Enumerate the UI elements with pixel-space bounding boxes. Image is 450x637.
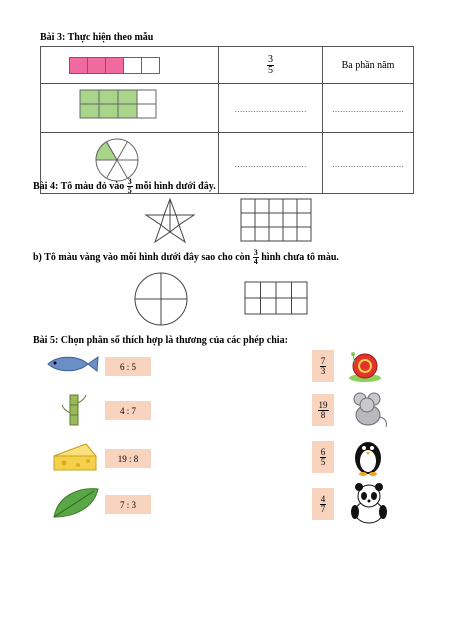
- division-pill-4[interactable]: 7 : 3: [105, 495, 151, 514]
- cell-model-fraction: [219, 47, 323, 84]
- answer-words-2[interactable]: ………………………: [323, 84, 414, 133]
- bai3-table: [40, 46, 414, 194]
- mouse-icon: [350, 391, 390, 429]
- bamboo-icon: [61, 393, 87, 427]
- answer-fraction-3[interactable]: ………………………: [219, 133, 323, 194]
- bai4-title: Bài 4: Tô màu đỏ vào $\frac{3}{5}$ mỗi hình dưới đây.: [33, 177, 216, 195]
- answer-words-3[interactable]: ………………………: [323, 133, 414, 194]
- bai3-title: Bài 3: Thực hiện theo mẫu: [40, 32, 154, 43]
- panda-icon: [349, 482, 389, 524]
- green-grid-shape: [41, 84, 218, 127]
- cheese-icon: [52, 440, 98, 474]
- star-shape[interactable]: [143, 196, 197, 246]
- cell-model-words: Ba phần năm: [323, 47, 414, 84]
- penguin-icon: [351, 436, 385, 476]
- fish-icon: [44, 353, 100, 375]
- answer-fraction-2[interactable]: ………………………: [219, 84, 323, 133]
- fraction-pill-4[interactable]: 4 7: [312, 488, 334, 520]
- leaf-icon: [50, 485, 100, 521]
- rect-grid-shape[interactable]: [240, 198, 312, 243]
- bai4b-title: b) Tô màu vàng vào mỗi hình dưới đây sao cho còn $\frac{3}{4}$ hình chưa tô màu.: [33, 248, 339, 266]
- fraction-pill-1[interactable]: 7 3: [312, 350, 334, 382]
- cell-model-bar: [41, 47, 219, 84]
- fraction-pill-2[interactable]: 19 8: [312, 394, 334, 426]
- bai5-title: Bài 5: Chọn phân số thích hợp là thương của các phép chia:: [33, 335, 288, 346]
- division-pill-3[interactable]: 19 : 8: [105, 449, 151, 468]
- cell-grid-shape: [41, 84, 219, 133]
- division-pill-1[interactable]: 6 : 5: [105, 357, 151, 376]
- fraction-pill-3[interactable]: 6 5: [312, 441, 334, 473]
- snail-icon: [347, 346, 383, 384]
- quartered-circle-shape[interactable]: [133, 271, 189, 327]
- rect-grid-2x4-shape[interactable]: [244, 281, 308, 315]
- fraction-3-5: $\frac{3}{5}$: [268, 53, 273, 76]
- fraction-bar-3-5: [70, 57, 218, 74]
- division-pill-2[interactable]: 4 : 7: [105, 401, 151, 420]
